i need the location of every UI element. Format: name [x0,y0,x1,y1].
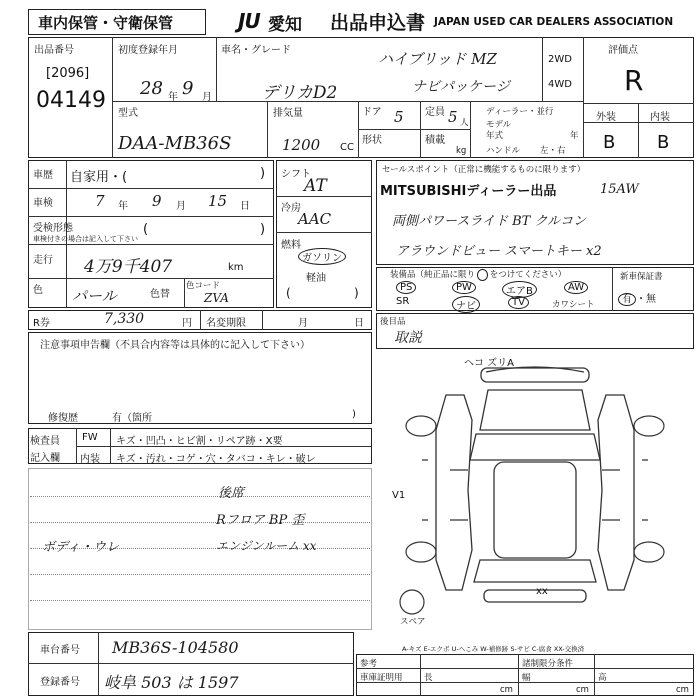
shape-label: 形状 [362,135,382,146]
damage-legend: A-キズ E-エクボ U-へこみ W-補修跡 S-サビ C-腐食 XX-交換済 [402,645,585,653]
doors-label: ドア [362,107,382,118]
assoc-name: JAPAN USED CAR DEALERS ASSOCIATION [434,16,674,28]
capacity-value: 5 [448,108,458,126]
car-outline-icon [376,350,694,638]
equip-tv: TV [508,296,529,309]
sales-wheels: 15AW [600,182,639,197]
plate-value: 岐阜 503 は 1597 [104,673,239,692]
car-package: ナビパッケージ [412,79,510,95]
warranty-options: 有 ・無 [618,290,656,305]
equip-sr: SR [396,296,410,307]
color-code: ZVA [204,291,229,305]
car-grade: ハイブリッド MZ [378,50,497,68]
org-name: 愛知 [268,15,302,35]
receive-note: 車検付きの場合は記入して下さい [33,235,138,243]
sales-brand-line: MITSUBISHIディーラー出品 [380,184,557,199]
fuel-diesel: 軽油 [306,273,326,284]
fuel-gasoline: ガソリン [298,248,346,265]
equip-leather-seat: カワシート [552,300,595,310]
notice-label: 注意事項申告欄（不具合内容等は具体的に記入して下さい） [40,340,310,351]
note-engine: エンジンルーム xx [216,539,317,553]
rating-interior: B [657,132,670,153]
model-label: 型式 [118,108,138,119]
check-in-items: キズ・汚れ・コゲ・穴・タバコ・キレ・破レ [116,454,316,465]
sales-points-label: セールスポイント（正常に機能するものに限ります） [382,165,586,175]
back-items-value: 取説 [394,330,422,346]
recycle-value: 7,330 [104,311,145,327]
equip-aw: AW [564,281,588,294]
model-value: DAA-MB36S [118,133,232,154]
equip-pw: PW [452,281,476,294]
car-name: デリカD2 [262,83,338,103]
capacity-label: 定員 [425,107,445,118]
mileage-value: 4万9千407 [84,257,173,277]
storage-note: 車内保管・守衛保管 [38,14,174,32]
drive-2wd: 2WD [548,54,572,65]
lot-code: [2096] [46,66,90,81]
note-trunk: Rフロア BP 歪 [216,513,305,528]
note-rear: 後席 [218,486,245,501]
ac-value: AAC [298,210,332,228]
rating-exterior: B [603,132,616,153]
doors-value: 5 [394,108,404,126]
repair-value: 有（箇所 [112,413,152,424]
shift-value: AT [304,176,327,196]
sales-line-1: 両側パワースライド BT クルコン [392,214,587,229]
diagram-top-marks: ヘコ ズリA [464,358,515,369]
chassis-value: MB36S-104580 [112,638,239,657]
registration-label: 初度登録年月 [118,45,178,56]
back-items-box [376,313,694,349]
check-fw-items: キズ・凹凸・ヒビ割・リペア跡・X要 [116,436,283,447]
inspection-year: 7 [95,192,105,210]
color-value: パール [72,287,117,305]
new-warranty-label: 新車保証書 [620,272,663,282]
load-label: 積載 [425,135,445,146]
dealer-label: ディーラー・並行 [486,107,554,117]
spare-label: スペア [400,617,426,627]
history-value: 自家用・( [70,170,128,185]
note-bodyside: ボディ・ウレ [42,540,119,555]
equipment-label: 装備品（純正品に限り をつけてください） [390,270,567,280]
car-diagram [376,350,694,638]
registration-month: 9 [182,78,194,99]
equip-navi: ナビ [452,296,480,313]
sales-line-2: アラウンドビュー スマートキー x2 [396,244,602,259]
inspection-day: 15 [208,192,228,210]
drive-4wd: 4WD [548,79,572,90]
auction-sheet: 車内保管・守衛保管 JU 愛知 出品申込書 JAPAN USED CAR DEALERS ASSOCIATION 出品番号 [2096] 04149 初度登録年月 28 年 9 月 車名・グレード ハイブリッド MZ デリカD2 ナビパッケージ 2WD 4WD 評価点 R 外装 内装 B B 型式 DAA-MB36S 排気量 1200 CC ドア 5 定員 5 人 形状 積載 kg ディーラー・並行 モデル 年式 年 ハンドル 左・右 車歴 自家用・( ) 車検 7 年 9 月 15 日 受検形態 ( ) 車検付きの場合は記入して下さい 走行 4万9千407 km 色 パール 色替 色コード ZVA シフト AT 冷房 AAC 燃料 ガソリン 軽油 ( ) セールスポイント（正常に機能するものに限ります） MITSUBISHIディーラー出品 15AW 両側パワースライド BT クルコン アラウンドビュー スマートキー x2 装備品（純正品に限り をつけてください） PS PW エアB AW SR ナビ TV カワシート 新車保証書 有 ・無 R券 7,330 円 名変期限 月 日 後目品 取説 注意事項申告欄（不具合内容等は具体的に記入して下さい） 修復歴 有（箇所 ) 検査員 記入欄 FW キズ・凹凸・ヒビ割・リペア跡・X要 内装 キズ・汚れ・コゲ・穴・タバコ・キレ・破レ 後席 Rフロア BP 歪 ボディ・ウレ エンジンルーム xx ヘコ ズリA V1 xx スペア 車台番号 MB36S-104580 登録番号 岐阜 503 は 1597 A-キズ E-エクボ U-へこみ W-補修跡 S-サビ C-腐食 XX-交換済 参考 諸制限分条件 車庫証明用 長 幅 高 cm cm cm [0,0,700,700]
rating-score: R [624,64,644,97]
displacement-label: 排気量 [273,108,303,119]
diagram-left-mark: V1 [392,490,406,501]
car-label: 車名・グレード [221,45,291,56]
ju-logo: JU [238,9,260,33]
doc-title: 出品申込書 [330,12,426,34]
lot-number: 04149 [36,88,106,113]
registration-year: 28 [140,78,163,99]
lot-label: 出品番号 [34,45,74,56]
diagram-bottom-mark: xx [536,586,548,597]
inspection-month: 9 [152,192,162,210]
equip-ps: PS [396,281,416,294]
displacement-value: 1200 [282,136,321,154]
equip-airbag: エアB [502,281,537,298]
rating-label: 評価点 [608,45,638,56]
